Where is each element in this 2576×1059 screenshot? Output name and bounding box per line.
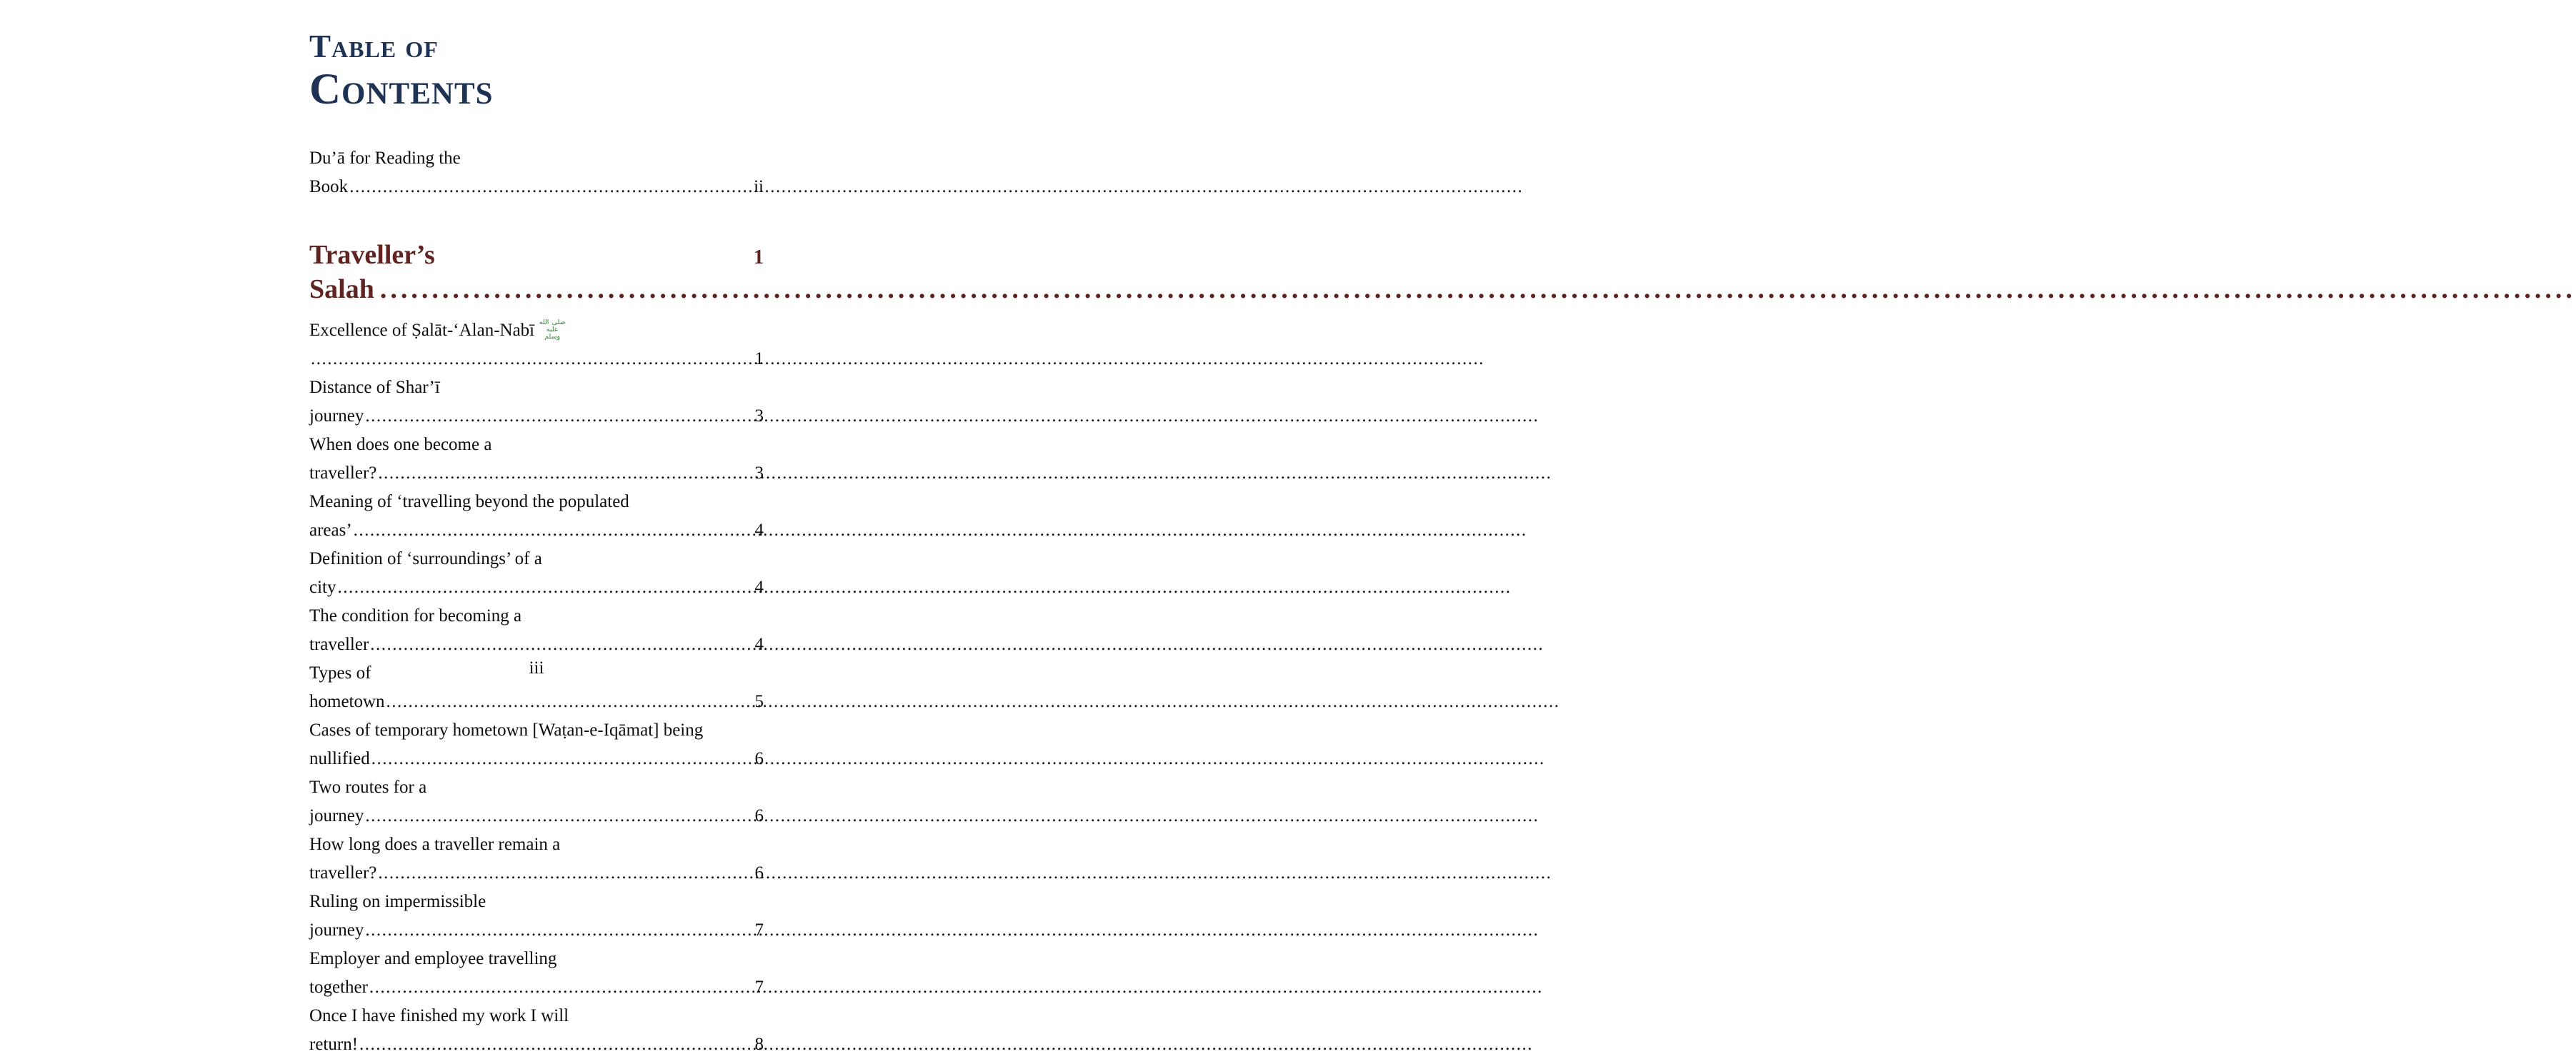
toc-entry-page: 3 <box>754 406 764 426</box>
dot-leader <box>309 144 747 201</box>
dot-leader <box>309 431 754 488</box>
toc-entry-label: Once I have finished my work I will return! <box>309 1006 569 1055</box>
toc-entry-row[interactable] <box>309 830 764 888</box>
toc-entry-label: How long does a traveller remain a traveller? <box>309 835 561 883</box>
toc-entry-page: 4 <box>754 521 764 541</box>
toc-entry-row[interactable] <box>309 545 764 602</box>
front-matter-page: ii <box>754 177 764 197</box>
page-title-line-1: Table of <box>309 29 439 64</box>
toc-entry-page: 6 <box>754 806 764 826</box>
toc-entries <box>309 316 764 1059</box>
toc-entry-page: 7 <box>754 978 764 998</box>
dot-leader <box>309 716 754 773</box>
front-matter-row[interactable] <box>309 144 764 201</box>
toc-entry-label: The condition for becoming a traveller <box>309 606 522 655</box>
front-matter-label: Du’ā for Reading the Book <box>309 149 461 197</box>
dot-leader <box>309 488 754 545</box>
dot-leader <box>309 545 754 602</box>
toc-entry-row[interactable] <box>309 431 764 488</box>
toc-entry-page: 6 <box>754 749 764 769</box>
toc-entry-label: Definition of ‘surroundings’ of a city <box>309 549 542 598</box>
dot-leader <box>309 830 754 888</box>
dot-leader <box>309 239 745 306</box>
dot-leader <box>309 373 754 431</box>
toc-entry-page: 1 <box>754 349 764 369</box>
toc-entry-row[interactable] <box>309 773 764 830</box>
toc-entry-label: Excellence of Ṣalāt-‘Alan-Nabī <box>309 321 535 341</box>
toc-entry-label: Distance of Shar’ī journey <box>309 378 440 426</box>
chapter-title: Traveller’s Salah <box>309 240 435 304</box>
toc-entry-label: When does one become a traveller? <box>309 435 492 483</box>
toc-entry-row[interactable] <box>309 1002 764 1059</box>
toc-entry-label: Types of hometown <box>309 663 385 712</box>
toc-entry-row[interactable] <box>309 373 764 431</box>
toc-entry-label: Cases of temporary hometown [Waṭan-e-Iqāmat] being nullified <box>309 721 704 769</box>
toc-entry-label: Ruling on impermissible journey <box>309 892 486 940</box>
footer-page-number: iii <box>529 658 544 678</box>
toc-entry-row[interactable] <box>309 488 764 545</box>
dot-leader <box>309 602 754 659</box>
toc-entry-page: 3 <box>754 463 764 483</box>
toc-entry-page: 7 <box>754 920 764 940</box>
toc-entry-label: Two routes for a journey <box>309 778 427 826</box>
chapter-row[interactable] <box>309 239 764 306</box>
book-page <box>309 0 764 1059</box>
salla-honorific-icon: صلى الله عليه وسلم <box>539 318 566 341</box>
toc-entry-page: 8 <box>754 1035 764 1055</box>
toc-entry-row[interactable] <box>309 316 764 373</box>
toc-entry-label: Meaning of ‘travelling beyond the populated areas’ <box>309 492 629 541</box>
toc-entry-page: 4 <box>754 578 764 598</box>
dot-leader <box>309 1002 754 1059</box>
toc-entry-row[interactable] <box>309 888 764 945</box>
toc-entry-row[interactable] <box>309 945 764 1002</box>
dot-leader <box>309 316 754 373</box>
toc-entry-row[interactable] <box>309 716 764 773</box>
toc-entry-row[interactable] <box>309 602 764 659</box>
dot-leader <box>309 888 754 945</box>
toc-entry-page: 6 <box>754 863 764 883</box>
toc-entry-label: Employer and employee travelling together <box>309 949 557 998</box>
toc-entry-page: 5 <box>754 692 764 712</box>
toc-entry-page: 4 <box>754 635 764 655</box>
dot-leader <box>309 945 754 1002</box>
chapter-page: 1 <box>754 246 764 269</box>
page-title-line-2: Contents <box>309 66 494 114</box>
dot-leader <box>309 773 754 830</box>
